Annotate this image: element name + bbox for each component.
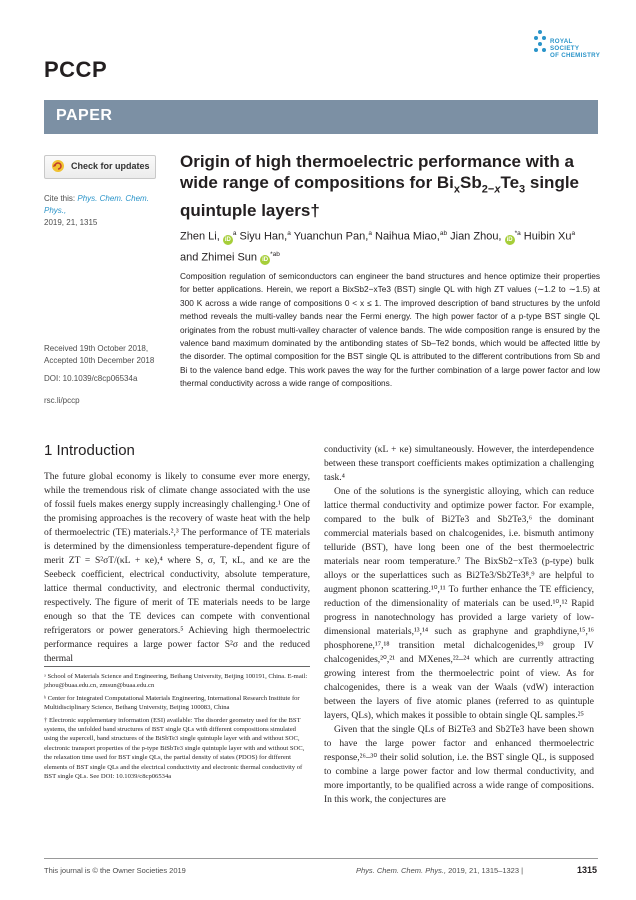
footer-divider (44, 858, 598, 859)
paragraph: Given that the single QLs of Bi2Te3 and Sb2Te3 have been shown to have the large power factor and enhanced thermoelectric response,²⁶–³⁰ their solid solution, i.e. the BST single QL, is supposed to combine a large power factor and low thermal conductivity, and more importantly, to be qualified across a wide range of compositions. In this work, the conjectures are (324, 725, 594, 805)
footnote-divider (44, 666, 310, 667)
author-list: Zhen Li, $iD^a$ Siyu Han,$^a$ Yuanchun Pan,$^a$ Naihua Miao,$^{ab}$ Jian Zhou, $iD^{*a}$ Huibin Xu$^a$ and Zhimei Sun $iD^{*ab}$ (180, 230, 576, 264)
body-column-left (44, 470, 310, 666)
article-type-banner (44, 100, 598, 134)
footnote-affiliation-a: ᵃ School of Materials Science and Engineering, Beihang University, Beijing 100191, China. E-mail: jzhou@buaa.edu.cn, zmsun@buaa.edu.cn (44, 673, 308, 690)
author-name[interactable]: Yuanchun Pan, (293, 230, 369, 243)
author-name[interactable]: Siyu Han, (239, 230, 288, 243)
page-number: 1315 (577, 865, 598, 875)
check-for-updates-label: Check for updates (71, 161, 150, 171)
author-name[interactable]: Huibin Xu (523, 230, 572, 243)
orcid-icon[interactable]: iD (506, 236, 513, 243)
article-type-label: PAPER (56, 107, 113, 124)
journal-name: PCCP (44, 57, 108, 82)
orcid-icon[interactable]: iD (262, 257, 269, 264)
author-name[interactable]: and Zhimei Sun (180, 251, 258, 264)
cite-prefix: Cite this: (44, 194, 76, 203)
author-name[interactable]: Naihua Miao, (375, 230, 440, 243)
footer-citation: Phys. Chem. Chem. Phys., 2019, 21, 1315–1323 | (356, 866, 524, 875)
section-heading: 1 Introduction (44, 442, 135, 459)
title-line-1: Origin of high thermoelectric performance with a (180, 152, 574, 171)
check-for-updates-button[interactable] (44, 155, 156, 179)
footnotes (44, 672, 310, 784)
title-line-3: quintuple layers† (180, 201, 320, 221)
title-line-2: wide range of compositions for $Bi_xSb_{2-x}Te_3$ single (180, 173, 580, 196)
paragraph: The future global economy is likely to consume ever more energy, while the tremendous risk of climate change associated with the use of fossil fuels makes energy supply increasingly challenging.¹ One of the promising approaches is the recovery of waste heat with the help of thermoelectric (TE) materials.²,³ The performance of TE materials is determined by the dimensionless temperature-dependent figure of merit ZT = S²σT/(κL + κe),⁴ where S, σ, T, κL, and κe are the Seebeck coefficient, electrical conductivity, absolute temperature, lattice thermal conductivity, and electronic thermal conductivity, respectively. The figure of merit of TE materials needs to be large enough so that the TE devices can compete with conventional refrigerators or power generators.⁵ Achieving high thermoelectric performance requires a large power factor S²σ and the reduced thermal (44, 472, 310, 664)
copyright-notice: This journal is © the Owner Societies 2019 (44, 866, 186, 875)
author-name[interactable]: Jian Zhou, (450, 230, 502, 243)
citation-block (44, 193, 164, 229)
refresh-icon (51, 159, 65, 173)
doi[interactable]: DOI: 10.1039/c8cp06534a (44, 374, 138, 383)
orcid-icon[interactable]: iD (224, 236, 231, 243)
journal-url[interactable]: rsc.li/pccp (44, 396, 80, 405)
abstract: Composition regulation of semiconductors can engineer the band structures and hence optimize their properties for better applications. Herein, we report a BixSb2−xTe3 (BST) single QL with high ZT values (∼1.2 to ∼1.5) at 300 K across a wide range of compositions 0 < x ≤ 1. The improved description of band structures by the unfold method reveals the multi-valley bands near the Fermi energy. The high power factor of a p-type BST single QL originates from the robust multi-valley character of valence bands. The wide composition range is ensured by the valence band maximum dominated by the antibonding states of Sb–Te2 bonds, which would be affected little by the disorder. The optimal composition for the BST single QL is attributed to the different contributions from Sb and Bi to the valence band edge. This work paves the way for the further combination of a large power factor and low thermal conductivity across a wide range of compositions. (180, 271, 600, 389)
article-title (180, 151, 590, 221)
dates-block (44, 343, 174, 367)
logo-line-1: ROYAL SOCIETY (550, 38, 580, 52)
cite-volume: 2019, 21, 1315 (44, 218, 98, 227)
paragraph: One of the solutions is the synergistic alloying, which can reduce lattice thermal conductivity and optimize power factor. For example, compared to the bulk of Bi2Te3 and Sb2Te3,⁶ the dominant commercial materials based on chalcogenides, i.e. bismuth antimony telluride (BST), have long been one of the best thermoelectric materials near room temperature.⁷ The BixSb2−xTe3 (p-type) bulk alloys or the superlattices such as Bi2Te3/Sb2Te3⁸,⁹ are helpful to augment phonon scattering.¹⁰,¹¹ To further enhance the TE efficiency, reduction of the dimensionality of materials can be used.¹⁰,¹² Rapid progress in nanotechnology has provided a large variety of low-dimensional materials,¹³,¹⁴ such as graphyne and graphdiyne,¹⁵,¹⁶ phosphorene,¹⁷,¹⁸ transition metal dichalcogenides,¹⁹ group IV chalcogenides,²⁰,²¹ and MXenes,²²–²⁴ which are currently attracting growing interest from the thermoelectric point of view. As for chalcogenides, there is a weak van der Waals (vdW) interaction between the layers of five atomic planes (referred to as quintuple layers, QLs), which makes it possible to obtain single QL samples.²⁵ (324, 487, 594, 721)
rsc-logo (532, 26, 602, 76)
rsc-logo-mark-icon (532, 28, 548, 54)
received-date: Received 19th October 2018, (44, 344, 149, 353)
accepted-date: Accepted 10th December 2018 (44, 356, 155, 365)
paragraph: conductivity (κL + κe) simultaneously. However, the interdependence between these transport coefficients makes optimization a challenging task.⁴ (324, 445, 594, 483)
footnote-esi: † Electronic supplementary information (ESI) available: The disorder geometry used for the BST systems, the unfolded band structures of BST single QLs with different compositions simulated using the supercell, band structures of the BiSbTe3 single quintuple layer with and without SOC, electronic transport properties of the p-type BiSbTe3 single quintuple layer with and without SOC, the relaxation time used for BST single QLs, the partial density of states (PDOS) for different elements of BST single QLs and the electrical conductivity and electronic thermal conductivity of BST single QLs. See DOI: 10.1039/c8cp06534a (44, 716, 305, 781)
footnote-affiliation-b: ᵇ Center for Integrated Computational Materials Engineering, International Research Institute for Multidisciplinary Science, Beihang University, Beijing 100083, China (44, 694, 300, 712)
logo-line-2: OF CHEMISTRY (550, 52, 601, 59)
author-name[interactable]: Zhen Li, (180, 230, 220, 243)
cite-journal-link[interactable]: Phys. Chem. Chem. Phys., (44, 194, 149, 215)
body-column-right (324, 443, 594, 807)
